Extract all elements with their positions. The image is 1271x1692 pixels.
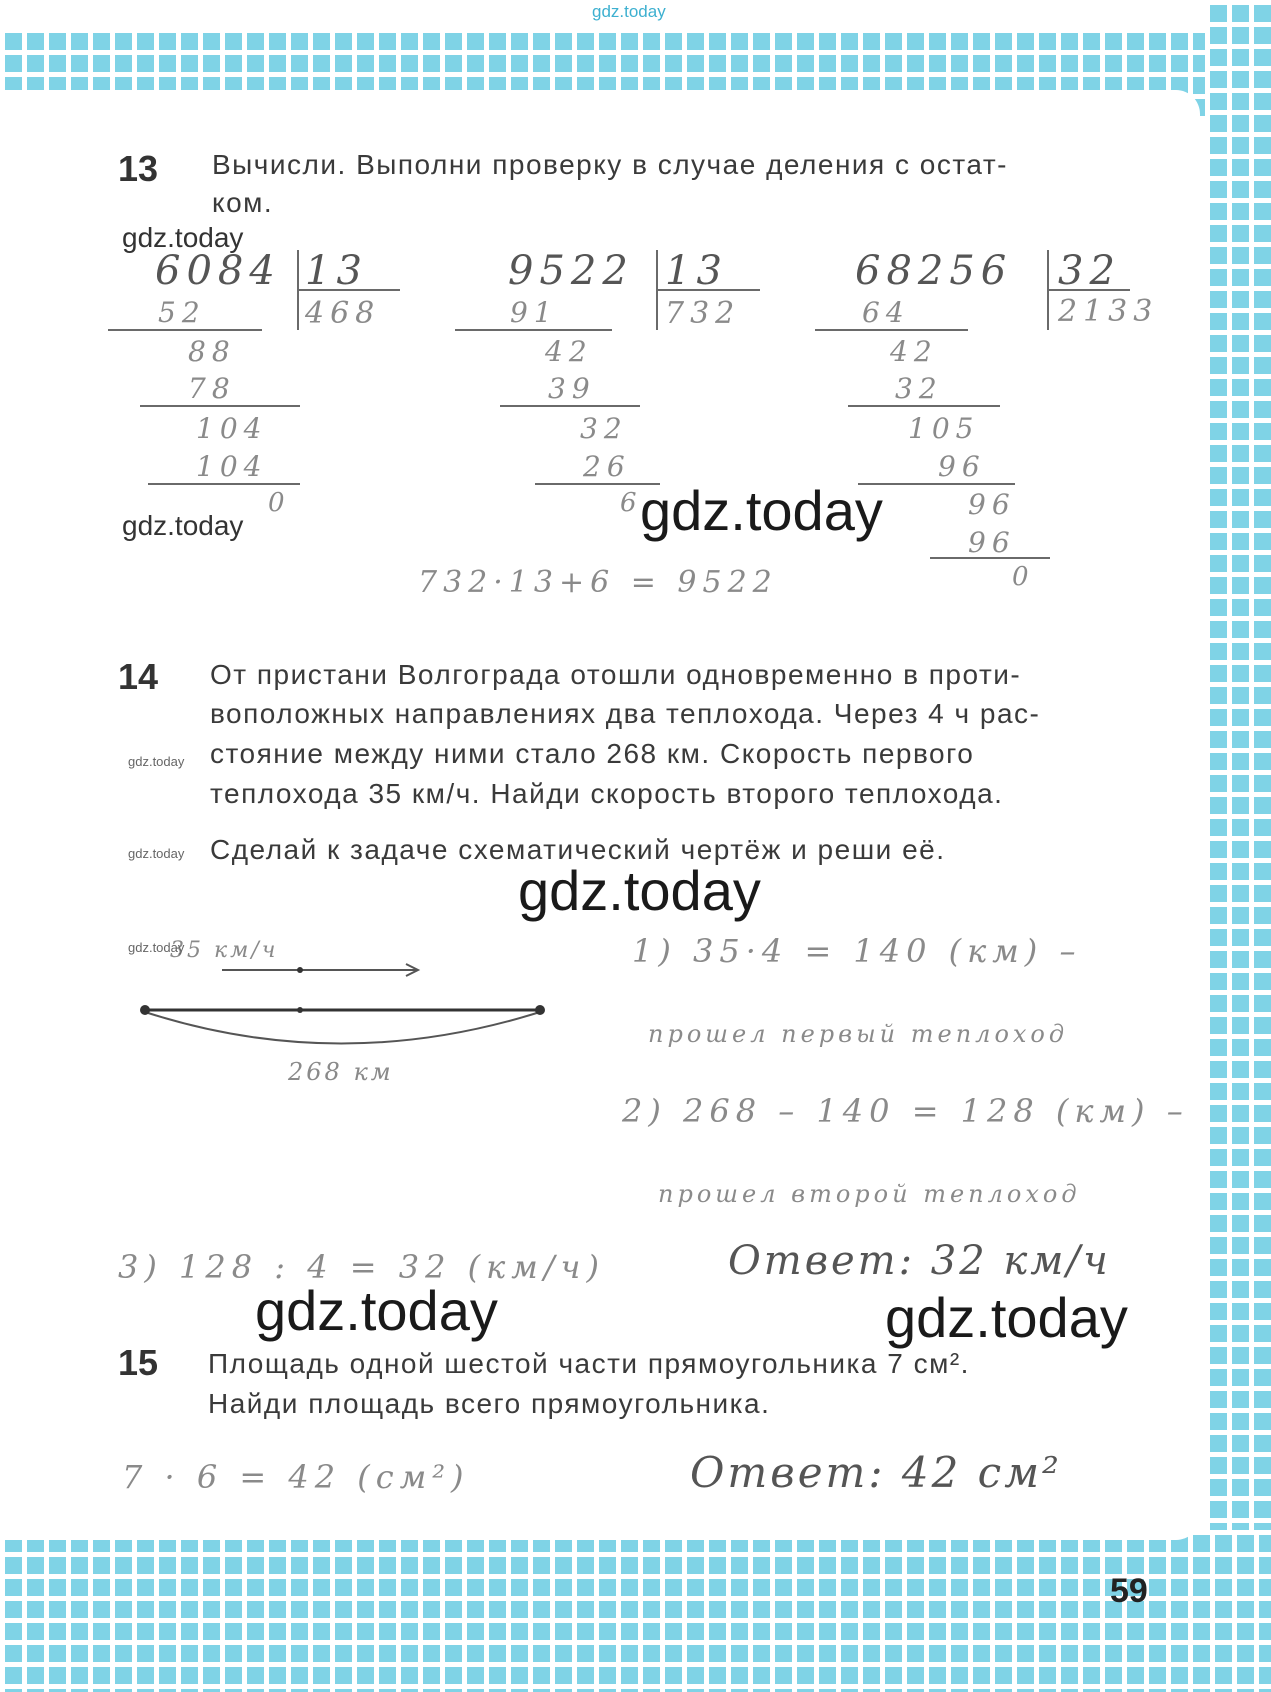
sketch-start-point — [140, 1005, 150, 1015]
div1-step: 104 — [196, 412, 268, 445]
task-14-text-line: теплохода 35 км/ч. Найди скорость второго теплохода. — [210, 778, 1004, 809]
sketch-distance-label: 268 км — [288, 1058, 394, 1086]
div2-dividend: 9522 — [508, 248, 634, 294]
div2-divisor: 13 — [665, 248, 728, 294]
div1-step: 0 — [268, 488, 291, 518]
task-13-number: 13 — [118, 148, 159, 189]
task-15-text-line1: Площадь одной шестой части прямоугольника 7 см². — [208, 1348, 970, 1379]
div3-step: 96 — [968, 526, 1016, 559]
task-14-text-line: воположных направлениях два теплохода. Через 4 ч рас- — [210, 698, 1041, 729]
div1-divisor: 13 — [305, 248, 368, 294]
watermark: gdz.today — [128, 846, 185, 861]
div3-step: 0 — [1012, 562, 1035, 592]
div3-step: 64 — [862, 296, 910, 329]
task-15-text-line2: Найди площадь всего прямоугольника. — [208, 1388, 771, 1419]
div2-step: 42 — [545, 335, 593, 368]
div3-step: 32 — [895, 372, 943, 405]
task-15-answer: Ответ: 42 см² — [690, 1448, 1062, 1497]
sketch-distance-brace — [145, 1012, 540, 1044]
task-13-text-line2: ком. — [212, 187, 274, 218]
div3-step: 96 — [938, 450, 986, 483]
sketch-speed-point — [297, 967, 303, 973]
div1-step: 88 — [188, 335, 236, 368]
task-15-solution: 7 · 6 = 42 (см²) — [122, 1458, 470, 1496]
div3-step: 42 — [890, 335, 938, 368]
div1-dividend: 6084 — [155, 248, 281, 294]
task-14-step1-note: прошел первый теплоход — [648, 1020, 1069, 1048]
watermark: gdz.today — [122, 222, 244, 253]
task-14-text-line: стояние между ними стало 268 км. Скорость первого — [210, 738, 975, 769]
task-14-step3: 3) 128 : 4 = 32 (км/ч) — [118, 1248, 605, 1286]
watermark: gdz.today — [640, 479, 883, 542]
div3-step: 96 — [968, 488, 1016, 521]
task-14-step2-note: прошел второй теплоход — [658, 1180, 1081, 1208]
div2-step: 26 — [583, 450, 631, 483]
task-14-answer: Ответ: 32 км/ч — [728, 1238, 1111, 1284]
task-14-step1: 1) 35·4 = 140 (км) – — [632, 932, 1082, 970]
watermark: gdz.today — [128, 754, 185, 769]
page-number: 59 — [1110, 1572, 1148, 1610]
div3-quotient: 2133 — [1058, 294, 1159, 329]
div2-step: 32 — [580, 412, 628, 445]
div2-quotient: 732 — [665, 296, 741, 331]
watermark: gdz.today — [122, 510, 244, 541]
task-13-text-line1: Вычисли. Выполни проверку в случае деления с остат- — [212, 149, 1008, 180]
sketch-speed-label: 35 км/ч — [170, 938, 279, 963]
sketch-end-point — [535, 1005, 545, 1015]
task-15-number: 15 — [118, 1342, 159, 1383]
watermark: gdz.today — [255, 1279, 498, 1342]
watermark: gdz.today — [518, 859, 761, 922]
task-14-instruction: Сделай к задаче схематический чертёж и реши её. — [210, 834, 946, 865]
div2-step: 6 — [620, 488, 643, 518]
div1-step: 52 — [158, 296, 206, 329]
task-14-text-line: От пристани Волгограда отошли одновременно в проти- — [210, 659, 1022, 690]
div2-step: 91 — [510, 296, 558, 329]
div2-step: 39 — [548, 372, 596, 405]
task-13-check: 732·13+6 = 9522 — [418, 565, 778, 600]
task-14-number: 14 — [118, 656, 159, 697]
sketch-mid-point — [297, 1007, 303, 1013]
div3-dividend: 68256 — [855, 248, 1013, 294]
div1-step: 104 — [196, 450, 268, 483]
task-14-step2: 2) 268 – 140 = 128 (км) – — [622, 1092, 1189, 1130]
watermark: gdz.today — [128, 940, 185, 955]
div1-quotient: 468 — [305, 296, 381, 331]
div3-divisor: 32 — [1058, 248, 1121, 294]
watermark-top: gdz.today — [592, 2, 666, 21]
div1-step: 78 — [188, 372, 236, 405]
div3-step: 105 — [908, 412, 980, 445]
watermark: gdz.today — [885, 1286, 1128, 1349]
